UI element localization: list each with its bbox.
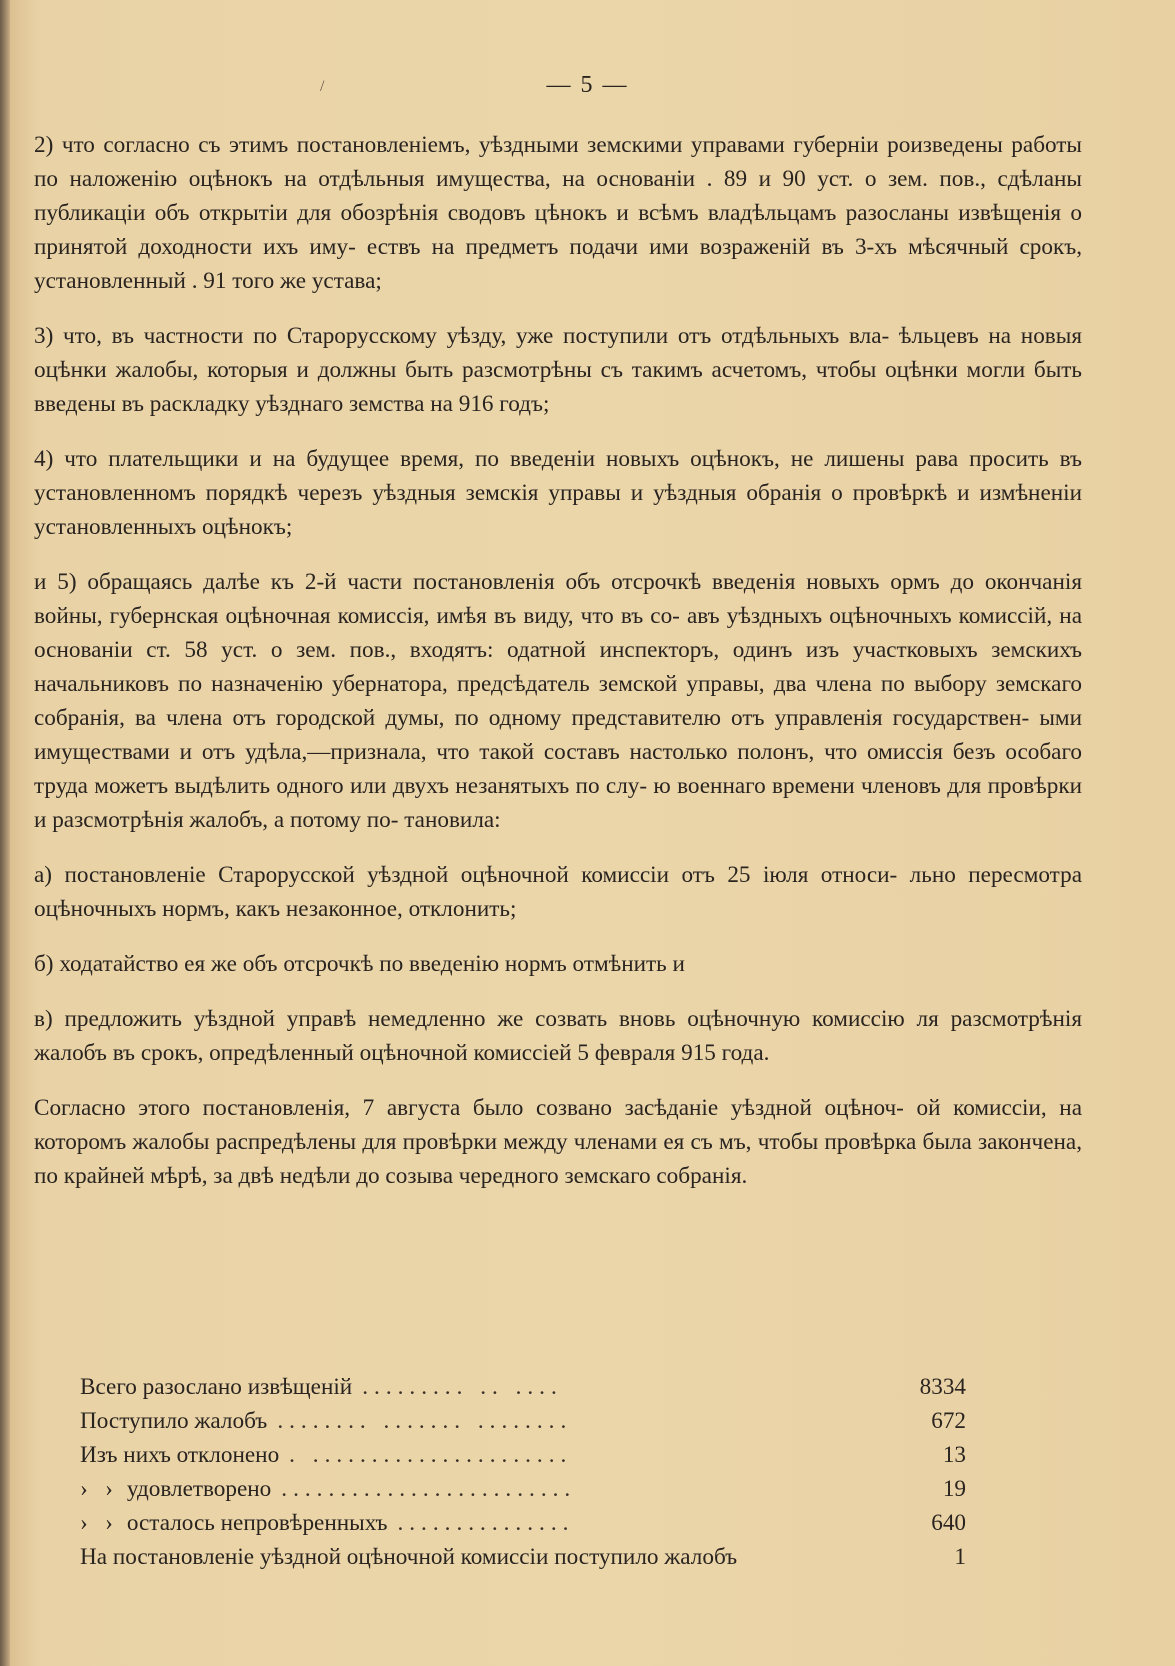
stat-row-rejected [80, 1438, 966, 1472]
stat-row-received [80, 1404, 966, 1438]
leader-dots: ......... .. .... [362, 1374, 563, 1400]
stat-label-group [80, 1472, 271, 1506]
stat-label: Изъ нихъ отклонено [80, 1442, 280, 1468]
statistics-table [80, 1370, 966, 1574]
paragraph-5: и 5) обращаясь далѣе къ 2-й части постановленія объ отсрочкѣ введенія новыхъ ормъ до окончанія войны, губернская оцѣночная комиссія, имѣя въ виду, что въ со- авъ уѣздныхъ оцѣночныхъ комиссій, на основаніи ст. 58 уст. о зем. пов., входятъ: одатной инспекторъ, одинъ изъ участковыхъ земскихъ начальниковъ по назначенію убернатора, предсѣдатель земской управы, два члена по выбору земскаго собранія, ва члена отъ городской думы, по одному представителю отъ управленія государствен- ыми имуществами и отъ удѣла,—признала, что такой составъ настолько полонъ, что омиссія безъ особаго труда можетъ выдѣлить одного или двухъ незанятыхъ по слу- ю военнаго времени членовъ для провѣрки и разсмотрѣнія жалобъ, а потому по- тановила: [34, 569, 1082, 833]
paragraph-b: б) ходатайство ея же объ отсрочкѣ по введенію нормъ отмѣнить и [34, 951, 685, 977]
stat-value: 19 [942, 1476, 966, 1502]
stat-label: Всего разослано извѣщеній [80, 1374, 353, 1400]
stat-label: осталось непровѣренныхъ [126, 1510, 388, 1536]
stat-row-commission [80, 1540, 966, 1574]
stat-label: удовлетворено [126, 1476, 272, 1502]
stat-value: 640 [931, 1510, 966, 1536]
ditto-marks: › › [80, 1510, 113, 1536]
leader-dots: ......................... [281, 1476, 577, 1502]
body-text [34, 128, 1082, 1214]
stat-row-unchecked [80, 1506, 966, 1540]
leader-dots: ............... [397, 1510, 575, 1536]
stat-value: 672 [931, 1408, 966, 1434]
stat-value: 13 [942, 1442, 966, 1468]
leader-dots: ........ ....... ........ [277, 1408, 573, 1434]
paragraph-3: 3) что, въ частности по Старорусскому уѣзду, уже поступили отъ отдѣльныхъ вла- ѣльцевъ на новыя оцѣнки жалобы, которыя и должны быть разсмотрѣны съ такимъ асчетомъ, чтобы оцѣнки могли быть введены въ раскладку уѣзднаго земства на 916 годъ; [34, 323, 1082, 417]
stat-value: 8334 [919, 1374, 966, 1400]
leader-dots: . ...................... [289, 1442, 573, 1468]
stat-value: 1 [954, 1544, 966, 1570]
paragraph-4: 4) что плательщики и на будущее время, по введеніи новыхъ оцѣнокъ, не лишены рава просить въ установленномъ порядкѣ черезъ уѣздныя земскія управы и уѣздныя обранія о провѣркѣ и измѣненіи установленныхъ оцѣнокъ; [34, 446, 1082, 540]
paragraph-a: а) постановленіе Старорусской уѣздной оцѣночной комиссіи отъ 25 іюля относи- льно пересмотра оцѣночныхъ нормъ, какъ незаконное, отклонить; [34, 862, 1082, 922]
stat-label-group [80, 1506, 387, 1540]
page-number: — 5 — [546, 72, 629, 98]
stat-label: На постановленіе уѣздной оцѣночной комиссіи поступило жалобъ [80, 1544, 738, 1570]
page-binding-shadow [0, 0, 10, 1666]
ditto-marks: › › [80, 1476, 113, 1502]
paragraph-2: 2) что согласно съ этимъ постановленіемъ, уѣздными земскими управами губерніи роизведены работы по наложенію оцѣнокъ на отдѣльныя имущества, на основаніи . 89 и 90 уст. о зем. пов., сдѣланы публикаціи объ открытіи для обозрѣнія сводовъ цѣнокъ и всѣмъ владѣльцамъ разосланы извѣщенія о принятой доходности ихъ иму- ествъ на предметъ подачи ими возраженій въ 3-хъ мѣсячный срокъ, установленный . 91 того же устава; [34, 132, 1082, 294]
paragraph-conclusion: Согласно этого постановленія, 7 августа было созвано засѣданіе уѣздной оцѣноч- ой комиссіи, на которомъ жалобы распредѣлены для провѣрки между членами ея съ мъ, чтобы провѣрка была закончена, по крайней мѣрѣ, за двѣ недѣли до созыва чередного земскаго собранія. [34, 1095, 1082, 1189]
stat-label: Поступило жалобъ [80, 1408, 268, 1434]
tick-mark: / [320, 78, 325, 95]
stat-row-sent [80, 1370, 966, 1404]
paragraph-v: в) предложить уѣздной управѣ немедленно же созвать вновь оцѣночную комиссію ля разсмотрѣнія жалобъ въ срокъ, опредѣленный оцѣночной комиссіей 5 февраля 915 года. [34, 1006, 1082, 1066]
stat-row-satisfied [80, 1472, 966, 1506]
